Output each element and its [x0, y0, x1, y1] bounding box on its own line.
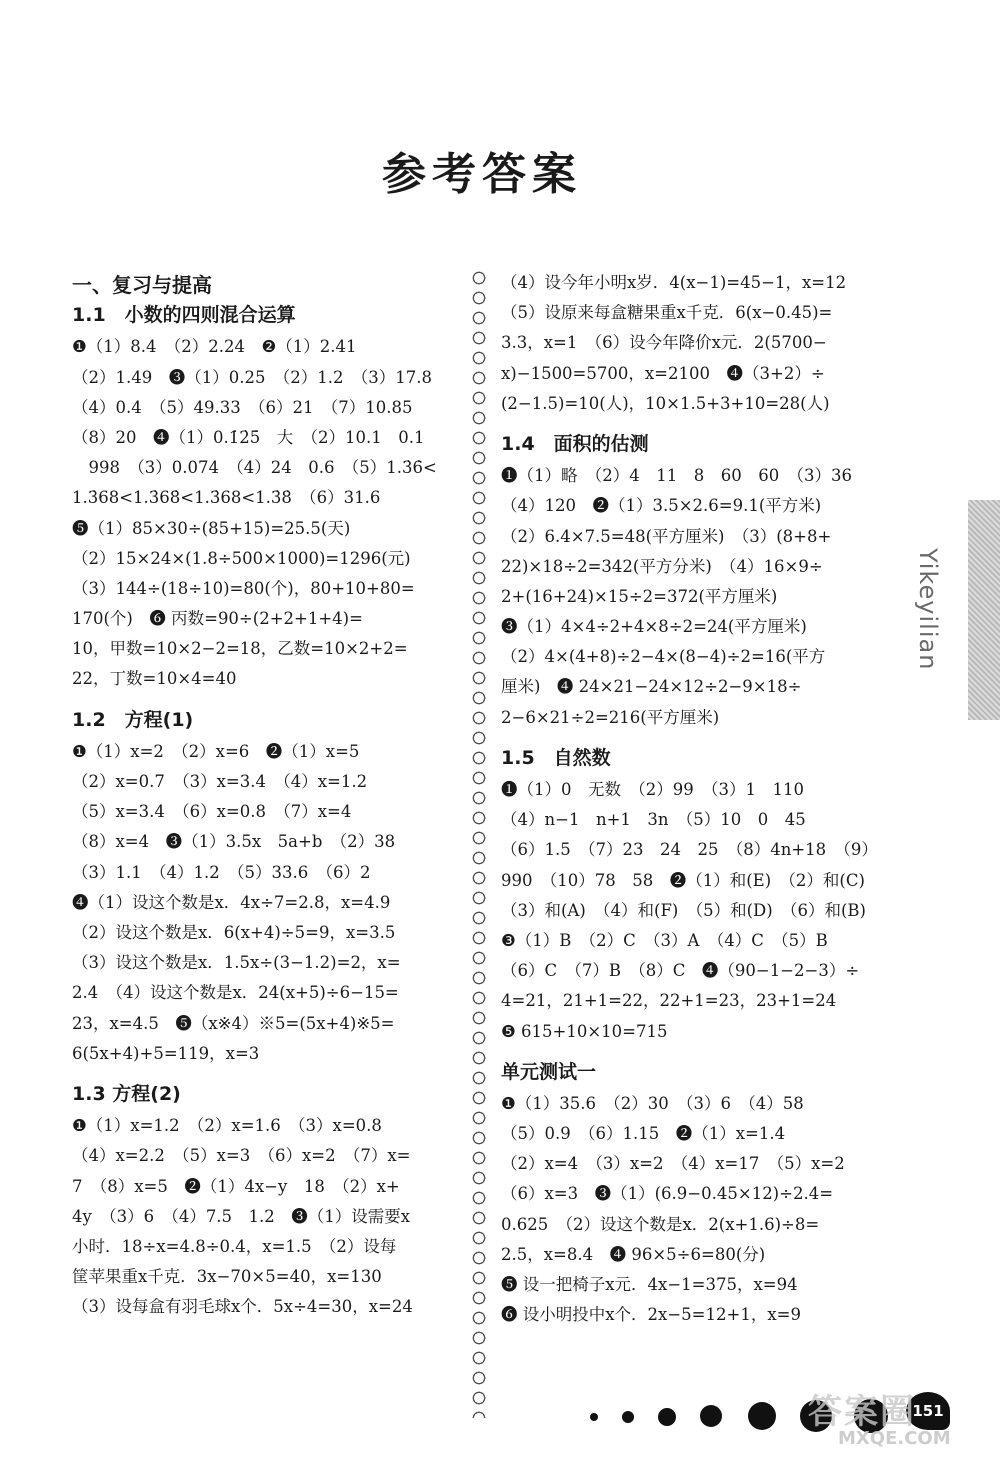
answer-line: 2−6×21÷2=216(平方厘米) [501, 707, 720, 727]
answer-line: （4）n−1 n+1 3n （5）10 0 45 [501, 810, 806, 830]
answer-line: 22)×18÷2=342(平方分米) （4）16×9÷ [501, 556, 823, 576]
answer-line: （2）设这个数是x．6(x+4)÷5=9，x=3.5 [72, 922, 396, 942]
answer-line: （3）设每盒有羽毛球x个．5x÷4=30，x=24 [72, 1297, 413, 1317]
answer-line: 10，甲数=10×2−2=18，乙数=10×2+2= [72, 639, 408, 659]
answer-line: （4）设今年小明x岁．4(x−1)=45−1，x=12 [501, 273, 847, 292]
answer-line: （2）x=0.7 （3）x=3.4 （4）x=1.2 [72, 772, 368, 792]
answer-line: ❺ 615+10×10=715 [501, 1021, 668, 1041]
watermark-logo: 答案圈 [808, 1392, 916, 1432]
dot [700, 1405, 722, 1427]
answer-line: 6(5x+4)+5=119，x=3 [72, 1043, 260, 1063]
answer-line: （2）1.49 ❸（1）0.25 （2）1.2 （3）17.8 [72, 367, 432, 387]
answer-line: 1.3̇68<1.3̇68̇<1.3̇68<1.3̇8̇ （6）31.6 [72, 488, 381, 508]
watermark-url: MXQE.COM [838, 1428, 951, 1449]
answer-line: 厘米) ❹ 24×21−24×12÷2−9×18÷ [501, 677, 802, 697]
answer-line: （6）C （7）B （8）C ❹（90−1−2−3）÷ [501, 961, 860, 981]
answer-line: ❶（1）0 无数 （2）99 （3）1 110 [501, 780, 804, 800]
dot [590, 1413, 598, 1421]
answer-line: 3.3，x=1 （6）设今年降价x元．2(5700− [501, 333, 827, 353]
answer-line: （6）x=3 ❸（1）(6.9−0.45×12)÷2.4= [501, 1184, 834, 1204]
answer-line: （5）0.9 （6）1.15 ❷（1）x=1.4 [501, 1124, 786, 1144]
answer-line: ❶（1）x=1.2 （2）x=1.6 （3）x=0.8 [72, 1116, 382, 1136]
answer-line: 23，x=4.5 ❺（x※4）※5=(5x+4)※5= [72, 1013, 395, 1033]
answer-line: ❶（1）8.4 （2）2.24 ❷（1）2.41 [72, 337, 357, 357]
answer-line: ❸（1）4×4÷2+4×8÷2=24(平方厘米) [501, 617, 807, 637]
answer-line: （2）6.4×7.5=48(平方厘米) （3）(8+8+ [501, 526, 832, 546]
column-divider [472, 268, 486, 1418]
answer-line: 170(个) ❻ 丙数=90÷(2+2+1+4)= [72, 609, 363, 629]
answer-line: (2−1.5)=10(人)，10×1.5+3+10=28(人) [501, 393, 830, 413]
left-column [72, 268, 464, 1322]
side-tab-decoration [968, 500, 1000, 720]
answer-line: 22，丁数=10×4=40 [72, 669, 237, 689]
answer-line: 2.4 （4）设这个数是x．24(x+5)÷6−15= [72, 983, 399, 1003]
dot [748, 1402, 776, 1430]
answer-line: （3）1.1 （4）1.2 （5）33.6 （6）2 [72, 862, 371, 882]
answer-line: （4）0.4 （5）49.33 （6）21 （7）10.85 [72, 397, 413, 417]
answer-line: （5）x=3.4 （6）x=0.8 （7）x=4 [72, 802, 352, 822]
answer-line: 筐苹果重x千克．3x−70×5=40，x=130 [72, 1267, 382, 1287]
answer-line: 990 （10）78 58 ❷（1）和(E) （2）和(C) [501, 870, 865, 890]
answer-line: ❶（1）略 （2）4 11 8 60 60 （3）36 [501, 466, 852, 486]
page-number: 151 [906, 1392, 950, 1430]
answer-line: 0.625 （2）设这个数是x．2(x+1.6)÷8= [501, 1214, 820, 1234]
answer-line: （8）20 ❹（1）0.1̇2̇5̇ 大 （2）10.1 0.1 [72, 427, 425, 447]
answer-line: 4y （3）6 （4）7.5 1.2 ❸（1）设需要x [72, 1206, 411, 1226]
answer-line: ❺（1）85×30÷(85+15)=25.5(天) [72, 518, 351, 538]
page-title: 参考答案 [382, 149, 582, 200]
answer-line: ❹（1）设这个数是x．4x÷7=2.8，x=4.9 [72, 892, 391, 912]
answer-line: 2+(16+24)×15÷2=372(平方厘米) [501, 586, 778, 606]
answer-line: （2）x=4 （3）x=2 （4）x=17 （5）x=2 [501, 1154, 845, 1174]
answer-line: （6）1.5 （7）23 24 25 （8）4n+18 （9） [501, 840, 878, 860]
answer-line: （3）设这个数是x．1.5x÷(3−1.2)=2，x= [72, 953, 401, 973]
subsection-heading: 单元测试一 [501, 1060, 597, 1083]
subsection-heading: 1.5 自然数 [501, 746, 611, 769]
answer-line: ❶（1）35.6 （2）30 （3）6 （4）58 [501, 1093, 804, 1113]
answer-line: 4=21，21+1=22，22+1=23，23+1=24 [501, 991, 837, 1011]
answer-line: （4）120 ❷（1）3.5×2.6=9.1(平方米) [501, 496, 822, 516]
answer-line: 998 （3）0.074 （4）24 0.6 （5）1.3̇6̇< [72, 458, 437, 478]
right-column [501, 268, 893, 1330]
section-heading: 一、复习与提高 [72, 273, 212, 297]
answer-line: x)−1500=5700，x=2100 ❹（3+2）÷ [501, 363, 825, 383]
answer-line: ❶（1）x=2 （2）x=6 ❷（1）x=5 [72, 741, 360, 761]
answer-line: ❻ 设小明投中x个．2x−5=12+1，x=9 [501, 1305, 801, 1325]
subsection-heading: 1.3 方程(2) [72, 1082, 181, 1105]
answer-line: （2）15×24×(1.8÷500×1000)=1296(元) [72, 548, 411, 568]
side-label: Yikeyilian [914, 548, 942, 671]
dot [658, 1408, 676, 1426]
answer-line: ❺ 设一把椅子x元．4x−1=375，x=94 [501, 1275, 798, 1295]
answer-line: （3）和(A) （4）和(F) （5）和(D) （6）和(B) [501, 900, 866, 920]
subsection-heading: 1.2 方程(1) [72, 708, 194, 731]
subsection-heading: 1.1 小数的四则混合运算 [72, 304, 296, 327]
answer-line: （2）4×(4+8)÷2−4×(8−4)÷2=16(平方 [501, 647, 826, 667]
answer-line: 小时．18÷x=4.8÷0.4，x=1.5 （2）设每 [72, 1236, 397, 1256]
dot [622, 1411, 634, 1423]
answer-line: （4）x=2.2 （5）x=3 （6）x=2 （7）x= [72, 1146, 411, 1166]
answer-line: ❸（1）B （2）C （3）A （4）C （5）B [501, 930, 828, 950]
answer-line: 2.5，x=8.4 ❹ 96×5÷6=80(分) [501, 1244, 766, 1264]
answer-line: （8）x=4 ❸（1）3.5x 5a+b （2）38 [72, 832, 396, 852]
subsection-heading: 1.4 面积的估测 [501, 432, 649, 455]
answer-line: （5）设原来每盒糖果重x千克．6(x−0.45)= [501, 303, 833, 323]
answer-line: 7 （8）x=5 ❷（1）4x−y 18 （2）x+ [72, 1176, 400, 1196]
answer-line: （3）144÷(18÷10)=80(个)，80+10+80= [72, 578, 415, 598]
